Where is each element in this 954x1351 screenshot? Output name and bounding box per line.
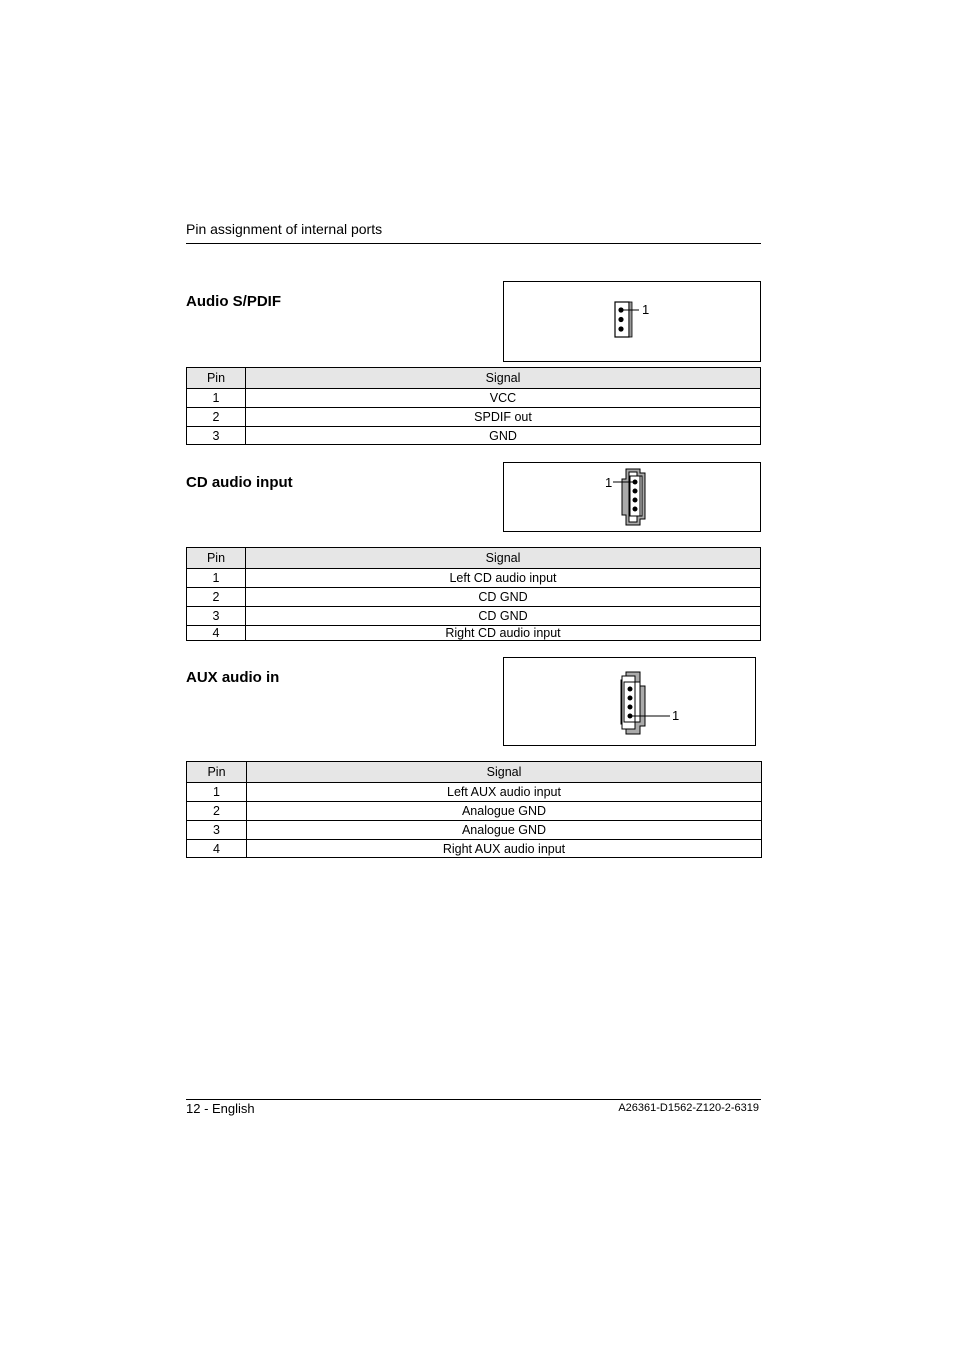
aux-audio-pin-table [186, 761, 762, 858]
table-row [187, 408, 761, 427]
table-header-row [187, 548, 761, 569]
table-row [187, 802, 762, 821]
signal-cell: VCC [246, 389, 761, 408]
section-heading-cd-audio-input: CD audio input [186, 474, 293, 491]
document-code: A26361-D1562-Z120-2-6319 [618, 1102, 759, 1114]
column-header-pin: Pin [187, 762, 247, 783]
signal-cell: Right CD audio input [246, 626, 761, 641]
table-row [187, 569, 761, 588]
signal-cell: Right AUX audio input [247, 840, 762, 858]
signal-cell: GND [246, 427, 761, 445]
table-row [187, 588, 761, 607]
pin-cell: 1 [187, 783, 247, 802]
cd-audio-connector-icon [504, 463, 762, 533]
signal-cell: Analogue GND [247, 821, 762, 840]
pin-cell: 4 [187, 840, 247, 858]
pin-cell: 3 [187, 427, 246, 445]
section-heading-audio-spdif: Audio S/PDIF [186, 293, 281, 310]
column-header-pin: Pin [187, 368, 246, 389]
header-divider [186, 243, 761, 244]
table-row [187, 607, 761, 626]
signal-cell: Left CD audio input [246, 569, 761, 588]
signal-cell: Analogue GND [247, 802, 762, 821]
column-header-signal: Signal [246, 548, 761, 569]
column-header-pin: Pin [187, 548, 246, 569]
table-header-row [187, 762, 762, 783]
spdif-pin-table [186, 367, 761, 445]
cd-audio-connector-diagram [503, 462, 761, 532]
signal-cell: CD GND [246, 607, 761, 626]
pin-cell: 3 [187, 607, 246, 626]
column-header-signal: Signal [246, 368, 761, 389]
table-header-row [187, 368, 761, 389]
pin-cell: 4 [187, 626, 246, 641]
spdif-connector-diagram [503, 281, 761, 362]
pin-cell: 2 [187, 802, 247, 821]
signal-cell: Left AUX audio input [247, 783, 762, 802]
table-row [187, 626, 761, 641]
table-row [187, 821, 762, 840]
spdif-pin1-label: 1 [642, 302, 650, 317]
aux-audio-connector-diagram [503, 657, 756, 746]
section-heading-aux-audio-in: AUX audio in [186, 669, 280, 686]
table-row [187, 389, 761, 408]
page-number: 12 - English [186, 1101, 255, 1116]
cd-audio-pin1-label: 1 [605, 475, 613, 490]
pin-cell: 2 [187, 588, 246, 607]
pin-cell: 2 [187, 408, 246, 427]
column-header-signal: Signal [247, 762, 762, 783]
aux-audio-pin1-label: 1 [672, 708, 680, 723]
pin-cell: 1 [187, 389, 246, 408]
pin-cell: 3 [187, 821, 247, 840]
signal-cell: CD GND [246, 588, 761, 607]
footer-divider [186, 1099, 761, 1100]
spdif-connector-icon [504, 282, 762, 363]
signal-cell: SPDIF out [246, 408, 761, 427]
page-header-title: Pin assignment of internal ports [186, 221, 383, 237]
cd-audio-pin-table [186, 547, 761, 641]
pin-cell: 1 [187, 569, 246, 588]
table-row [187, 783, 762, 802]
table-row [187, 427, 761, 445]
table-row [187, 840, 762, 858]
aux-audio-connector-icon [504, 658, 757, 747]
